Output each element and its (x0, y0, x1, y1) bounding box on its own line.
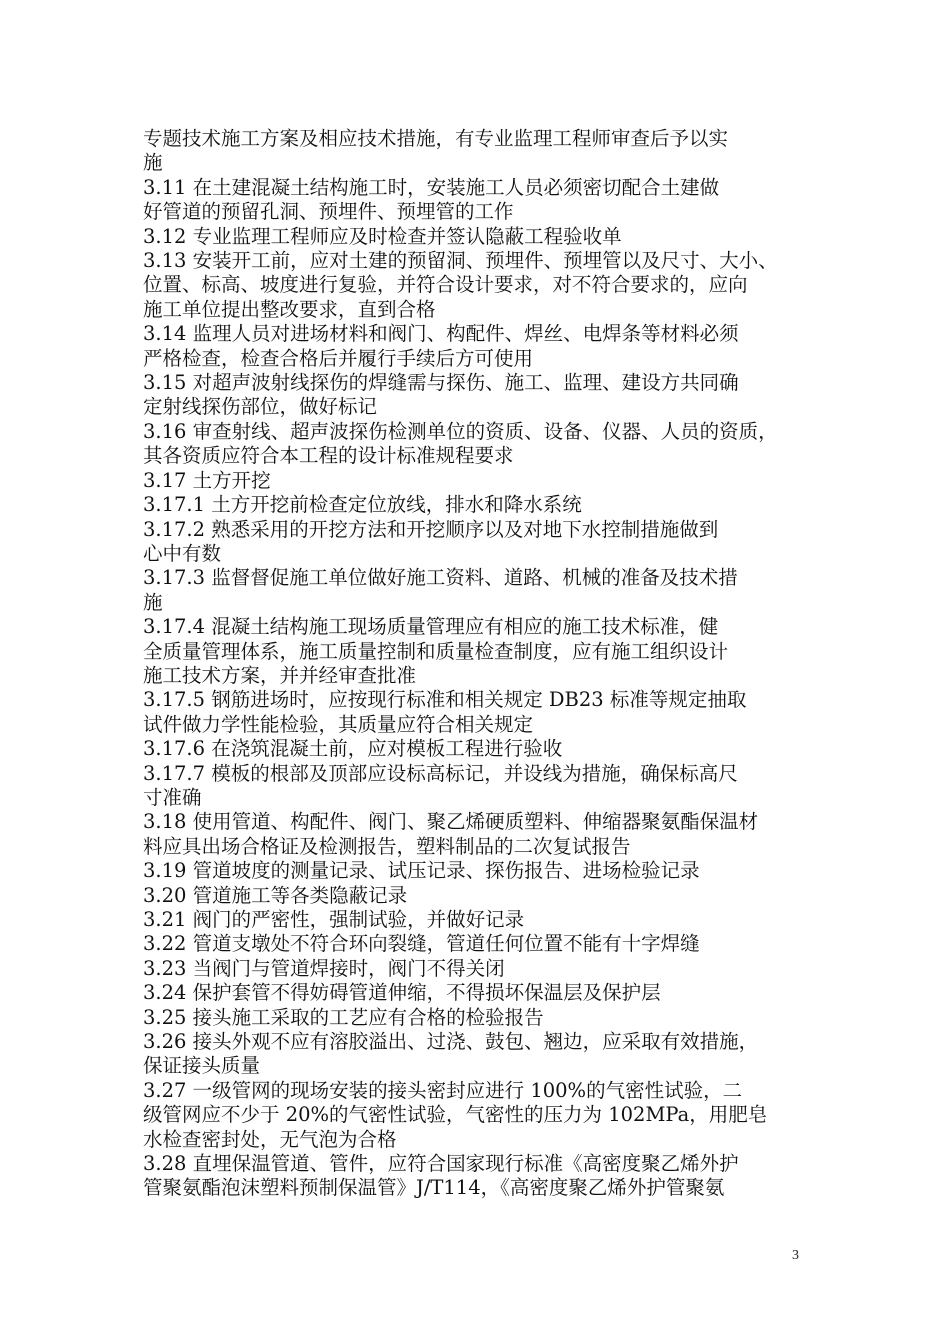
text-line: 3.23 当阀门与管道焊接时，阀门不得关闭 (143, 956, 505, 980)
text-line: 3.26 接头外观不应有溶胶溢出、过浇、鼓包、翘边，应采取有效措施， (143, 1030, 759, 1054)
text-line: 料应具出场合格证及检测报告，塑料制品的二次复试报告 (143, 834, 631, 858)
text-line: 3.15 对超声波射线探伤的焊缝需与探伤、施工、监理、建设方共同确 (143, 371, 739, 395)
text-line: 3.17.6 在浇筑混凝土前，应对模板工程进行验收 (143, 737, 563, 761)
text-line: 保证接头质量 (143, 1054, 261, 1078)
text-line: 3.17 土方开挖 (143, 468, 271, 492)
text-line: 施 (143, 590, 163, 614)
text-line: 严格检查，检查合格后并履行手续后方可使用 (143, 346, 534, 370)
text-line: 其各资质应符合本工程的设计标准规程要求 (143, 444, 514, 468)
text-line: 3.19 管道坡度的测量记录、试压记录、探伤报告、进场检验记录 (143, 859, 700, 883)
text-line: 施工技术方案，并并经审查批准 (143, 663, 417, 687)
text-line: 3.17.1 土方开挖前检查定位放线，排水和降水系统 (143, 493, 582, 517)
text-line: 3.21 阀门的严密性，强制试验，并做好记录 (143, 908, 525, 931)
text-line: 定射线探伤部位，做好标记 (143, 395, 378, 419)
text-line: 水检查密封处，无气泡为合格 (143, 1127, 397, 1151)
text-line: 心中有数 (143, 541, 222, 565)
text-line: 全质量管理体系，施工质量控制和质量检查制度，应有施工组织设计 (143, 639, 729, 663)
page-number: 3 (792, 1248, 799, 1263)
text-line: 试件做力学性能检验，其质量应符合相关规定 (143, 712, 534, 736)
text-line: 施 (143, 151, 163, 175)
text-line: 3.24 保护套管不得妨碍管道伸缩，不得损坏保温层及保护层 (143, 981, 661, 1005)
text-line: 3.17.5 钢筋进场时，应按现行标准和相关规定 DB23 标准等规定抽取 (143, 688, 747, 712)
text-line: 3.17.7 模板的根部及顶部应设标高标记，并设线为措施，确保标高尺 (143, 761, 738, 785)
text-line: 3.16 审查射线、超声波探伤检测单位的资质、设备、仪器、人员的资质， (143, 419, 778, 443)
text-line: 级管网应不少于 20%的气密性试验，气密性的压力为 102MPa，用肥皂 (143, 1103, 768, 1127)
text-line: 3.20 管道施工等各类隐蔽记录 (143, 883, 408, 907)
text-line: 专题技术施工方案及相应技术措施，有专业监理工程师审查后予以实 (143, 127, 729, 150)
text-line: 3.11 在土建混凝土结构施工时，安装施工人员必须密切配合土建做 (143, 175, 720, 199)
text-line: 3.22 管道支墩处不符合环向裂缝，管道任何位置不能有十字焊缝 (143, 932, 700, 956)
text-line: 3.14 监理人员对进场材料和阀门、构配件、焊丝、电焊条等材料必须 (143, 322, 739, 346)
text-line: 管聚氨酯泡沫塑料预制保温管》J/T114，《高密度聚乙烯外护管聚氨 (143, 1176, 725, 1200)
text-line: 3.17.3 监督督促施工单位做好施工资料、道路、机械的准备及技术措 (143, 566, 738, 590)
text-line: 位置、标高、坡度进行复验，并符合设计要求，对不符合要求的，应向 (143, 273, 748, 297)
text-line: 寸准确 (143, 785, 202, 809)
text-line: 3.12 专业监理工程师应及时检查并签认隐蔽工程验收单 (143, 224, 622, 248)
text-line: 3.25 接头施工采取的工艺应有合格的检验报告 (143, 1005, 544, 1029)
text-line: 3.28 直埋保温管道、管件，应符合国家现行标准《高密度聚乙烯外护 (143, 1152, 739, 1176)
text-line: 3.18 使用管道、构配件、阀门、聚乙烯硬质塑料、伸缩器聚氨酯保温材 (143, 810, 759, 834)
text-line: 3.17.2 熟悉采用的开挖方法和开挖顺序以及对地下水控制措施做到 (143, 517, 719, 541)
text-line: 3.13 安装开工前，应对土建的预留洞、预埋件、预埋管以及尺寸、大小、 (143, 249, 778, 273)
text-line: 好管道的预留孔洞、预埋件、预埋管的工作 (143, 200, 514, 224)
text-line: 3.17.4 混凝土结构施工现场质量管理应有相应的施工技术标准，健 (143, 615, 719, 639)
body-text (143, 127, 826, 1201)
text-line: 施工单位提出整改要求，直到合格 (143, 297, 436, 321)
text-line: 3.27 一级管网的现场安装的接头密封应进行 100%的气密性试验，二 (143, 1078, 743, 1102)
